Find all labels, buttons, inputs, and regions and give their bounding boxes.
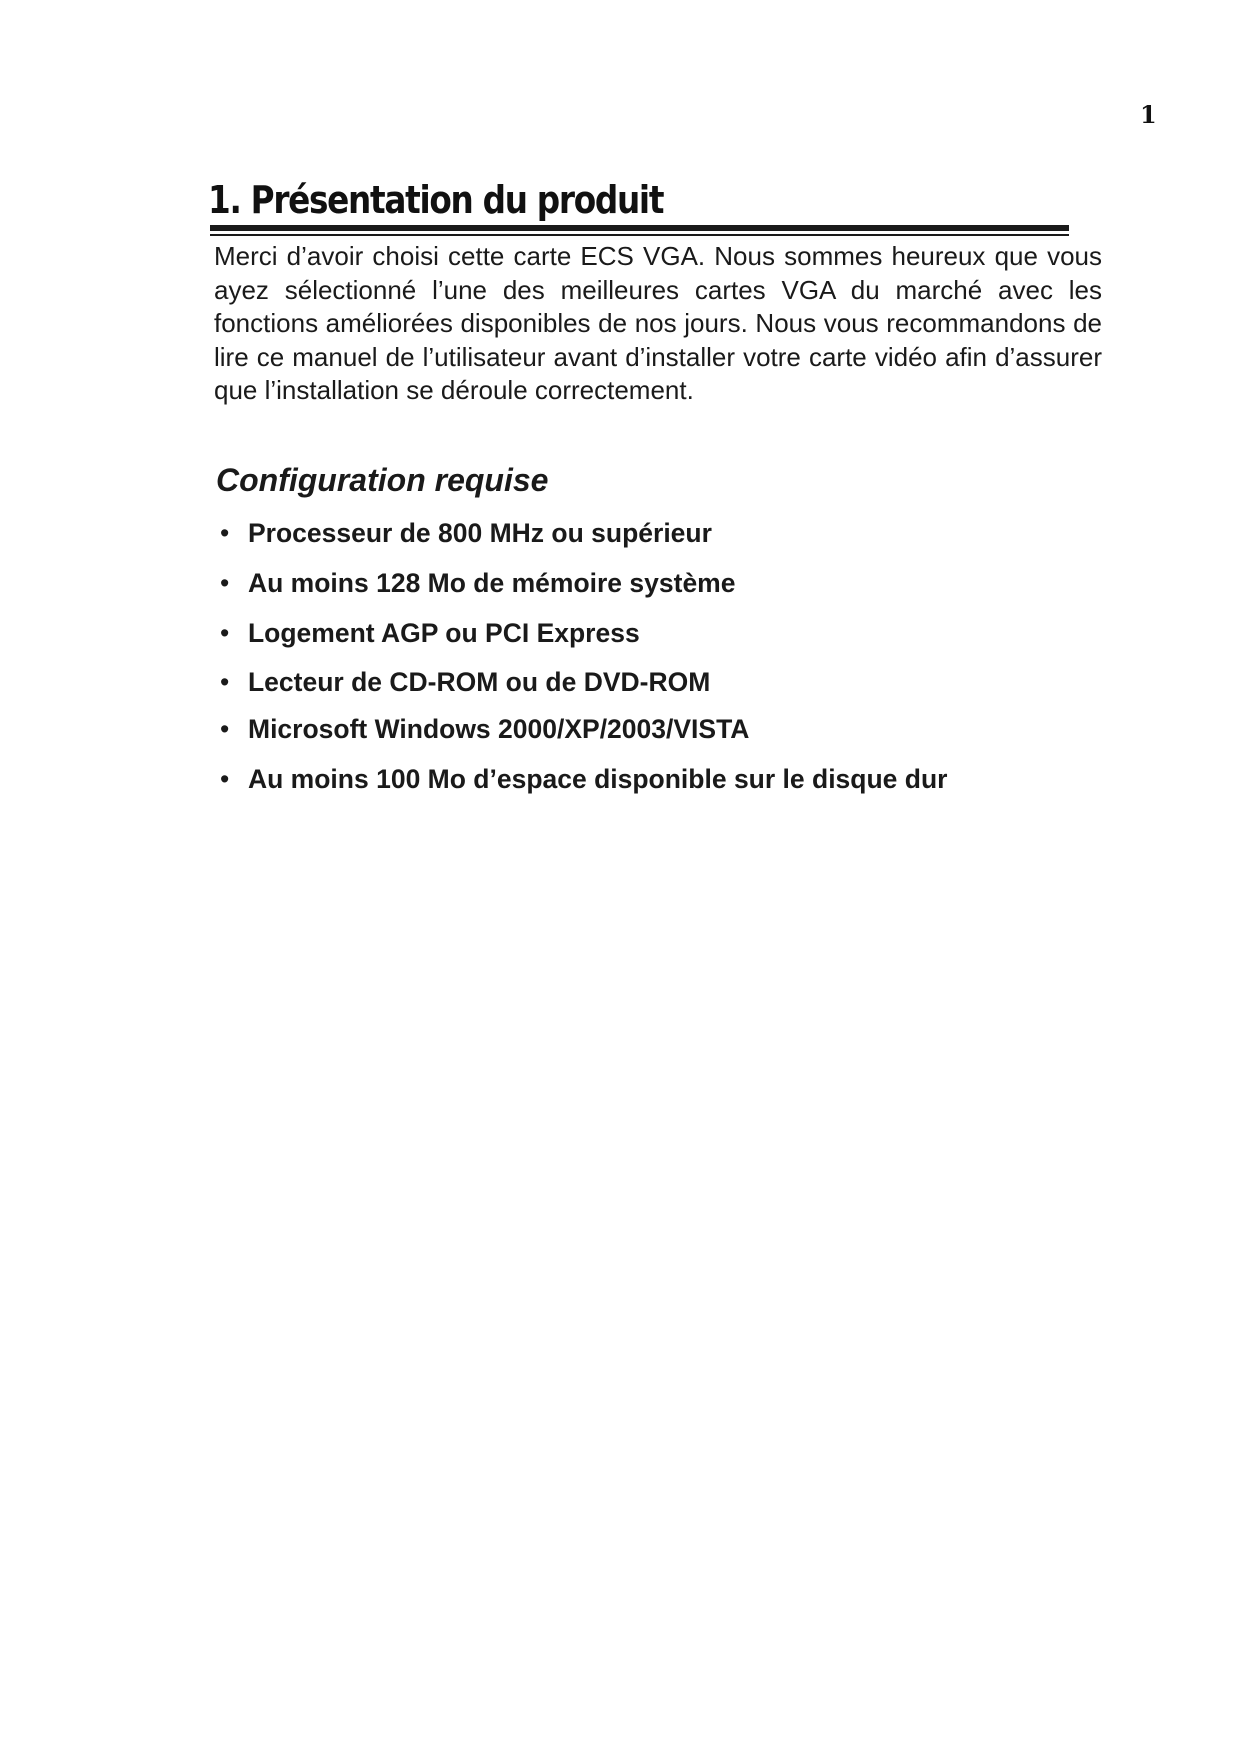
list-item-text: Microsoft Windows 2000/XP/2003/VISTA — [248, 714, 750, 744]
bullet-icon: • — [220, 618, 230, 648]
bullet-icon: • — [220, 518, 230, 548]
bullet-icon: • — [220, 568, 230, 598]
bullet-icon: • — [220, 764, 230, 794]
list-item — [220, 618, 640, 649]
list-item-text: Lecteur de CD-ROM ou de DVD-ROM — [248, 667, 711, 697]
title-rule — [210, 225, 1069, 237]
list-item — [220, 667, 710, 698]
bullet-icon: • — [220, 667, 230, 697]
list-item-text: Processeur de 800 MHz ou supérieur — [248, 518, 712, 548]
requirements-heading: Configuration requise — [216, 462, 549, 498]
list-item-text: Au moins 128 Mo de mémoire système — [248, 568, 736, 598]
page-number: 1 — [1140, 100, 1157, 129]
list-item — [220, 764, 947, 795]
title-rule-thin-line — [210, 234, 1069, 236]
list-item-text: Au moins 100 Mo d’espace disponible sur le disque dur — [248, 764, 948, 794]
list-item — [220, 714, 749, 745]
list-item — [220, 568, 735, 599]
chapter-title: 1. Présentation du produit — [208, 178, 664, 222]
title-rule-thick-line — [210, 225, 1069, 231]
list-item-text: Logement AGP ou PCI Express — [248, 618, 640, 648]
intro-paragraph: Merci d’avoir choisi cette carte ECS VGA. Nous sommes heureux que vous ayez sélectionné l’une des meilleures cartes VGA du marché avec les fonctions améliorées disponibles de nos jours. Nous vous recommandons de lire ce manuel de l’utilisateur avant d’installer votre carte vidéo afin d’assurer que l’installation se déroule correctement. — [214, 241, 1102, 405]
list-item — [220, 518, 712, 549]
bullet-icon: • — [220, 714, 230, 744]
